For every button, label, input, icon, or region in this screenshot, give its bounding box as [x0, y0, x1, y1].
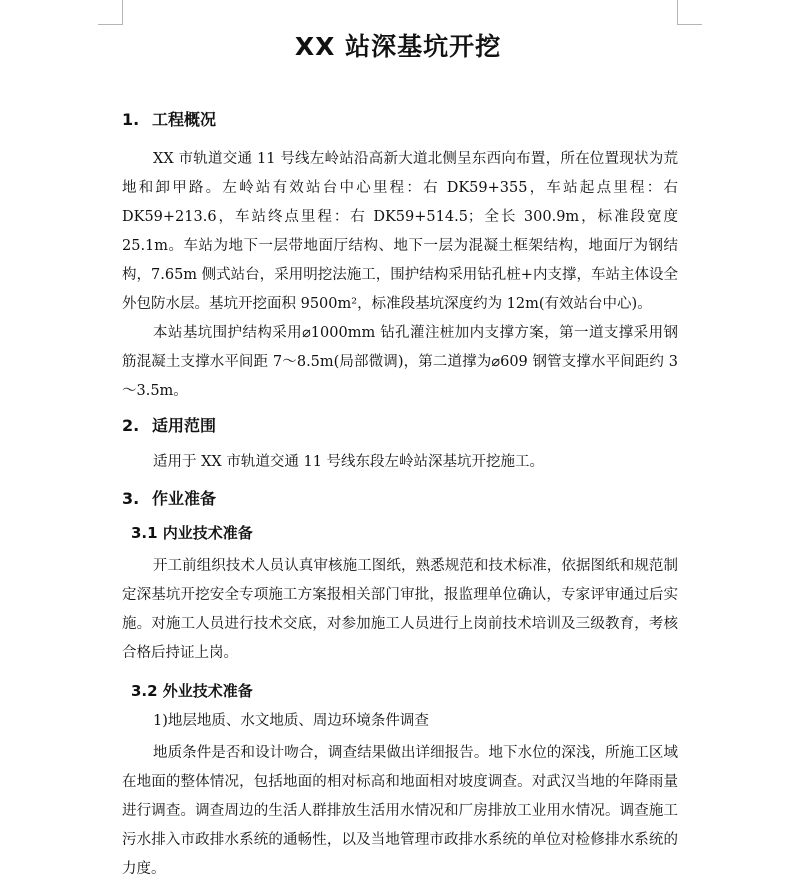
section-3-heading — [122, 487, 216, 511]
section-title: 作业准备 — [152, 489, 217, 508]
section-number: 1. — [122, 110, 140, 129]
paragraph-internal-preparation: 开工前组织技术人员认真审核施工图纸，熟悉规范和技术标准，依据图纸和规范制定深基坑开挖安全专项施工方案报相关部门审批，报监理单位确认，专家评审通过后实施。对施工人员进行技术交底，对参加施工人员进行上岗前技术培训及三级教育，考核合格后持证上岗。 — [122, 558, 678, 661]
paragraph-scope: 适用于 XX 市轨道交通 11 号线东段左岭站深基坑开挖施工。 — [153, 454, 545, 470]
list-item-survey: 1)地层地质、水文地质、周边环境条件调查 — [153, 713, 429, 729]
subsection-3-1-heading: 3.1 内业技术准备 — [131, 524, 253, 542]
section-2-heading — [122, 414, 216, 438]
paragraph-field-investigation: 地质条件是否和设计吻合，调查结果做出详细报告。地下水位的深浅，所施工区域在地面的整体情况，包括地面的相对标高和地面相对坡度调查。对武汉当地的年降雨量进行调查。调查周边的生活人群排放生活用水情况和厂房排放工业用水情况。调查施工污水排入市政排水系统的通畅性，以及当地管理市政排水系统的单位对检修排水系统的力度。 — [122, 745, 678, 877]
margin-corner-mark-left — [98, 0, 123, 25]
section-title: 工程概况 — [152, 110, 217, 129]
paragraph-retaining-structure: 本站基坑围护结构采用⌀1000mm 钻孔灌注桩加内支撑方案，第一道支撑采用钢筋混凝土支撑水平间距 7～8.5m(局部微调)，第二道撑为⌀609 钢管支撑水平间距约 3～3.5m。 — [122, 325, 678, 399]
margin-corner-mark-right — [677, 0, 702, 25]
paragraph-project-overview: XX 市轨道交通 11 号线左岭站沿高新大道北侧呈东西向布置，所在位置现状为荒地和卸甲路。左岭站有效站台中心里程：右 DK59+355，车站起点里程：右 DK59+213.6，车站终点里程：右 DK59+514.5；全长 300.9m，标准段宽度 25.1m。车站为地下一层带地面厅结构、地下一层为混凝土框架结构，地面厅为钢结构，7.65m 侧式站台，采用明挖法施工，围护结构采用钻孔桩+内支撑，车站主体设全外包防水层。基坑开挖面积 9500m²，标准段基坑深度约为 12m(有效站台中心)。 — [122, 151, 678, 312]
section-number: 2. — [122, 416, 140, 435]
document-title: XX 站深基坑开挖 — [294, 32, 502, 61]
section-title: 适用范围 — [152, 416, 217, 435]
section-1-heading — [122, 108, 216, 132]
subsection-3-2-heading: 3.2 外业技术准备 — [131, 682, 253, 700]
section-number: 3. — [122, 489, 140, 508]
